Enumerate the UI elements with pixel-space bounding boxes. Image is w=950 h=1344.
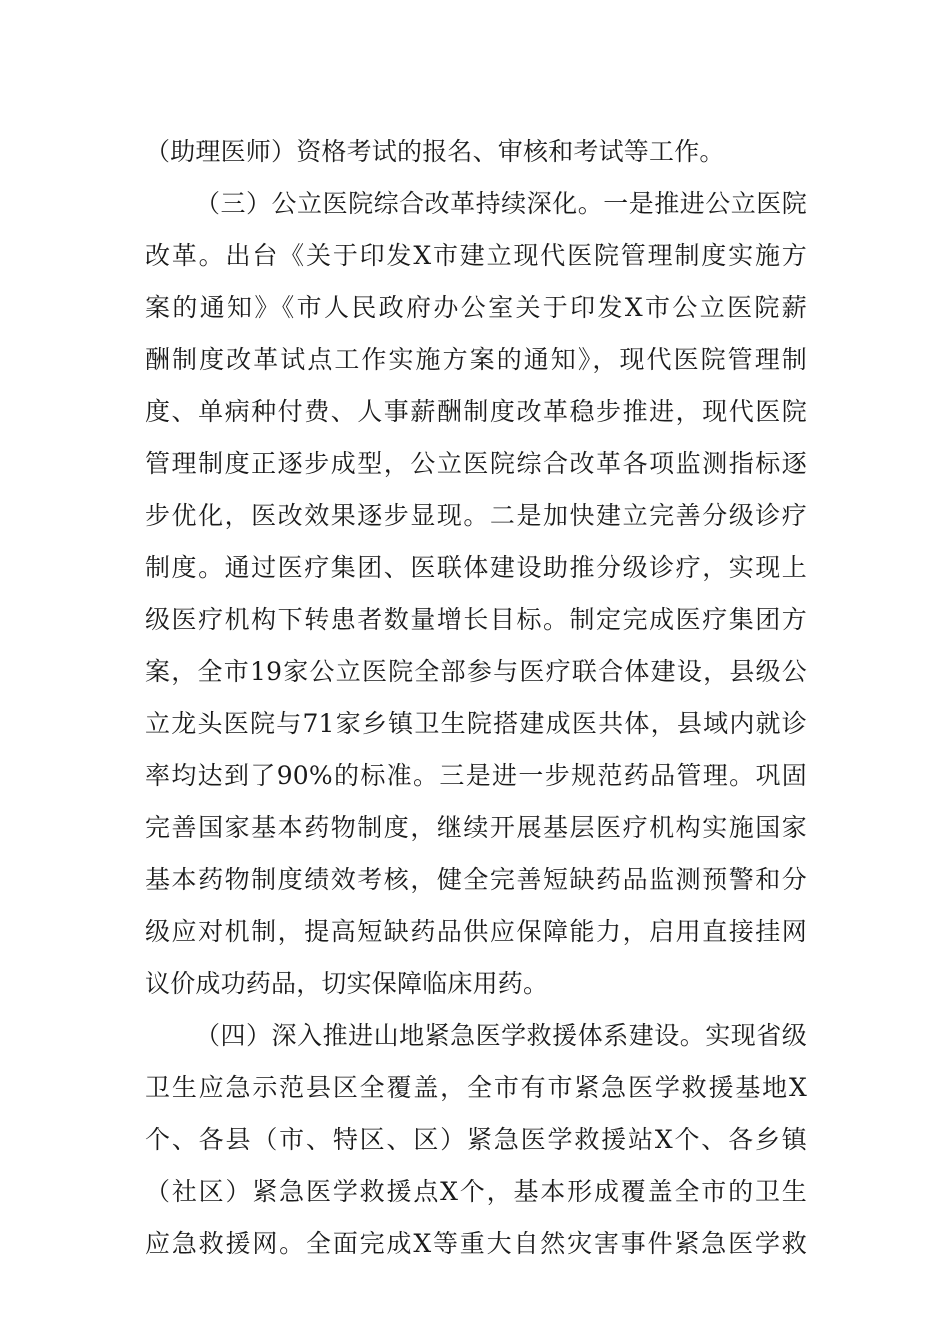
paragraph-line: （三）公立医院综合改革持续深化。一是推进公立医院 (195, 189, 807, 218)
paragraph-line: 级应对机制，提高短缺药品供应保障能力，启用直接挂网 (145, 917, 807, 946)
paragraph-line: 个、各县（市、特区、区）紧急医学救援站X个、各乡镇 (145, 1125, 807, 1154)
paragraph-line: 案的通知》《市人民政府办公室关于印发X市公立医院薪 (145, 293, 807, 322)
paragraph-line: 改革。出台《关于印发X市建立现代医院管理制度实施方 (145, 241, 807, 270)
paragraph-line: 卫生应急示范县区全覆盖，全市有市紧急医学救援基地X (145, 1073, 807, 1102)
paragraph-line: （四）深入推进山地紧急医学救援体系建设。实现省级 (195, 1021, 807, 1050)
paragraph-line: 酬制度改革试点工作实施方案的通知》，现代医院管理制 (145, 345, 807, 374)
paragraph-line: （社区）紧急医学救援点X个，基本形成覆盖全市的卫生 (145, 1177, 807, 1206)
paragraph-line: 步优化，医改效果逐步显现。二是加快建立完善分级诊疗 (145, 501, 807, 530)
paragraph-line: 管理制度正逐步成型，公立医院综合改革各项监测指标逐 (145, 449, 807, 478)
paragraph-line: 级医疗机构下转患者数量增长目标。制定完成医疗集团方 (145, 605, 807, 634)
paragraph-line: 案，全市19家公立医院全部参与医疗联合体建设，县级公 (145, 657, 807, 686)
paragraph-line: （助理医师）资格考试的报名、审核和考试等工作。 (145, 137, 725, 166)
paragraph-line: 议价成功药品，切实保障临床用药。 (145, 969, 549, 998)
paragraph-line: 制度。通过医疗集团、医联体建设助推分级诊疗，实现上 (145, 553, 807, 582)
paragraph-line: 基本药物制度绩效考核，健全完善短缺药品监测预警和分 (145, 865, 807, 894)
paragraph-line: 立龙头医院与71家乡镇卫生院搭建成医共体，县域内就诊 (145, 709, 807, 738)
paragraph-line: 应急救援网。全面完成X等重大自然灾害事件紧急医学救 (145, 1229, 807, 1258)
paragraph-line: 完善国家基本药物制度，继续开展基层医疗机构实施国家 (145, 813, 807, 842)
paragraph-line: 度、单病种付费、人事薪酬制度改革稳步推进，现代医院 (145, 397, 807, 426)
body-text (145, 126, 807, 1270)
paragraph-line: 率均达到了90%的标准。三是进一步规范药品管理。巩固 (145, 761, 807, 790)
